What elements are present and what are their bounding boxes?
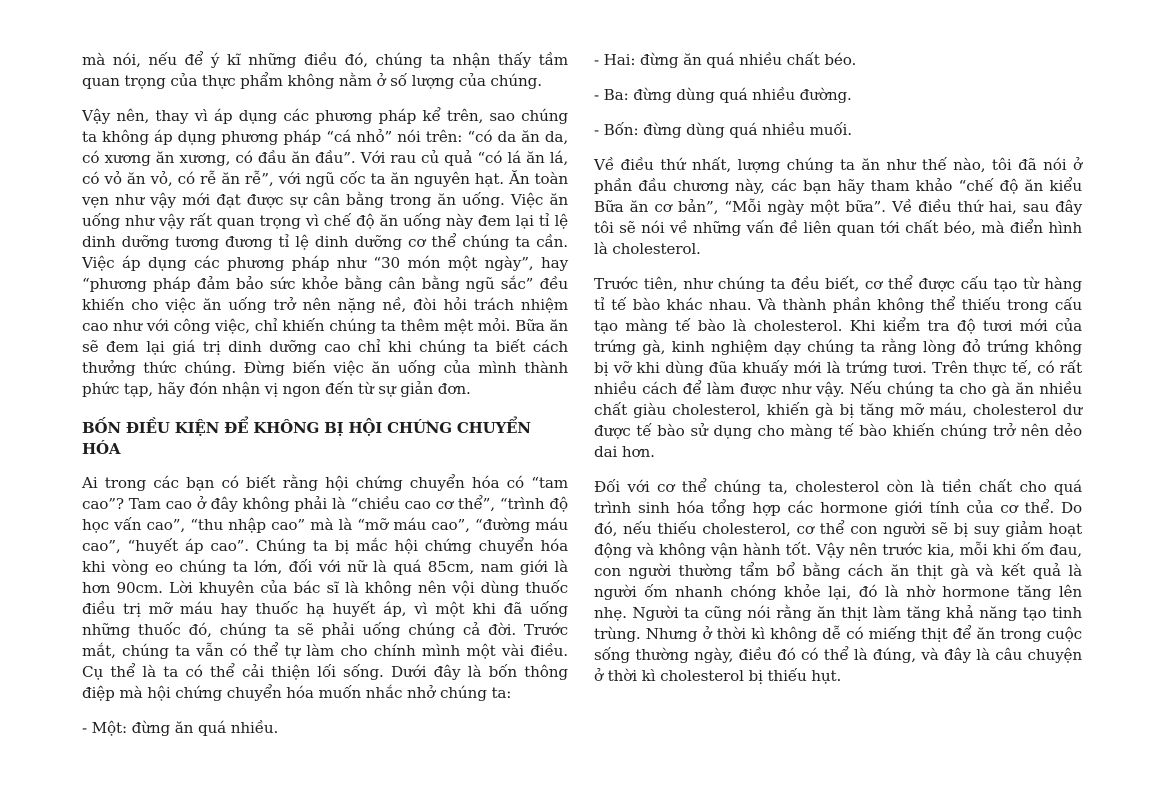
paragraph-intro-continued: mà nói, nếu để ý kĩ những điều đó, chúng ta nhận thấy tầm quan trọng của thực phẩm không nằm ở số lượng của chúng. bbox=[82, 51, 568, 90]
right-column bbox=[594, 50, 1082, 701]
left-column bbox=[82, 50, 568, 753]
list-item-three: - Ba: đừng dùng quá nhiều đường. bbox=[594, 86, 852, 104]
section-heading: BỐN ĐIỀU KIỆN ĐỂ KHÔNG BỊ HỘI CHỨNG CHUYỂN HÓA bbox=[82, 419, 531, 458]
paragraph-whole-food: Vậy nên, thay vì áp dụng các phương pháp kể trên, sao chúng ta không áp dụng phương pháp “cá nhỏ” nói trên: “có da ăn da, có xương ăn xương, có đầu ăn đầu”. Với rau củ quả “có lá ăn lá, có vỏ ăn vỏ, có rễ ăn rễ”, với ngũ cốc ta ăn nguyên hạt. Ăn toàn vẹn như vậy mới đạt được sự cân bằng trong ăn uống. Việc ăn uống như vậy rất quan trọng vì chế độ ăn uống này đem lại tỉ lệ dinh dưỡng tương đương tỉ lệ dinh dưỡng cơ thể chúng ta cần. Việc áp dụng các phương pháp như “30 món một ngày”, hay “phương pháp đảm bảo sức khỏe bằng cân bằng ngũ sắc” đều khiến cho việc ăn uống trở nên nặng nề, đòi hỏi trách nhiệm cao như với công việc, chỉ khiến chúng ta thêm mệt mỏi. Bữa ăn sẽ đem lại giá trị dinh dưỡng cao chỉ khi chúng ta biết cách thưởng thức chúng. Đừng biến việc ăn uống của mình thành phức tạp, hãy đón nhận vị ngon đến từ sự giản đơn. bbox=[82, 107, 568, 398]
paragraph-cholesterol-cells: Trước tiên, như chúng ta đều biết, cơ thể được cấu tạo từ hàng tỉ tế bào khác nhau. Và thành phần không thể thiếu trong cấu tạo màng tế bào là cholesterol. Khi kiểm tra độ tươi mới của trứng gà, kinh nghiệm dạy chúng ta rằng lòng đỏ trứng không bị vỡ khi dùng đũa khuấy mới là trứng tươi. Trên thực tế, có rất nhiều cách để làm được như vậy. Nếu chúng ta cho gà ăn nhiều chất giàu cholesterol, khiến gà bị tăng mỡ máu, cholesterol dư được tế bào sử dụng cho màng tế bào khiến chúng trở nên dẻo dai hơn. bbox=[594, 275, 1082, 461]
list-item-two: - Hai: đừng ăn quá nhiều chất béo. bbox=[594, 51, 857, 69]
list-item-four: - Bốn: đừng dùng quá nhiều muối. bbox=[594, 121, 852, 139]
paragraph-cholesterol-hormones: Đối với cơ thể chúng ta, cholesterol còn là tiền chất cho quá trình sinh hóa tổng hợp các hormone giới tính của cơ thể. Do đó, nếu thiếu cholesterol, cơ thể con người sẽ bị suy giảm hoạt động và không vận hành tốt. Vậy nên trước kia, mỗi khi ốm đau, con người thường tẩm bổ bằng cách ăn thịt gà và kết quả là người ốm nhanh chóng khỏe lại, đó là nhờ hormone tăng lên nhẹ. Người ta cũng nói rằng ăn thịt làm tăng khả năng tạo tinh trùng. Nhưng ở thời kì không dễ có miếng thịt để ăn trong cuộc sống thường ngày, điều đó có thể là đúng, và đây là câu chuyện ở thời kì cholesterol bị thiếu hụt. bbox=[594, 478, 1082, 685]
list-item-one: - Một: đừng ăn quá nhiều. bbox=[82, 719, 279, 737]
paragraph-metabolic-syndrome: Ai trong các bạn có biết rằng hội chứng chuyển hóa có “tam cao”? Tam cao ở đây không phải là “chiều cao cơ thể”, “trình độ học vấn cao”, “thu nhập cao” mà là “mỡ máu cao”, “đường máu cao”, “huyết áp cao”. Chúng ta bị mắc hội chứng chuyển hóa khi vòng eo chúng ta lớn, đối với nữ là quá 85cm, nam giới là hơn 90cm. Lời khuyên của bác sĩ là không nên vội dùng thuốc điều trị mỡ máu hay thuốc hạ huyết áp, vì một khi đã uống những thuốc đó, chúng ta sẽ phải uống chúng cả đời. Trước mắt, chúng ta vẫn có thể tự làm cho chính mình một vài điều. Cụ thể là ta có thể cải thiện lối sống. Dưới đây là bốn thông điệp mà hội chứng chuyển hóa muốn nhắc nhở chúng ta: bbox=[82, 474, 568, 702]
paragraph-first-point: Về điều thứ nhất, lượng chúng ta ăn như thế nào, tôi đã nói ở phần đầu chương này, các bạn hãy tham khảo “chế độ ăn kiểu Bữa ăn cơ bản”, “Mỗi ngày một bữa”. Về điều thứ hai, sau đây tôi sẽ nói về những vấn đề liên quan tới chất béo, mà điển hình là cholesterol. bbox=[594, 156, 1082, 258]
